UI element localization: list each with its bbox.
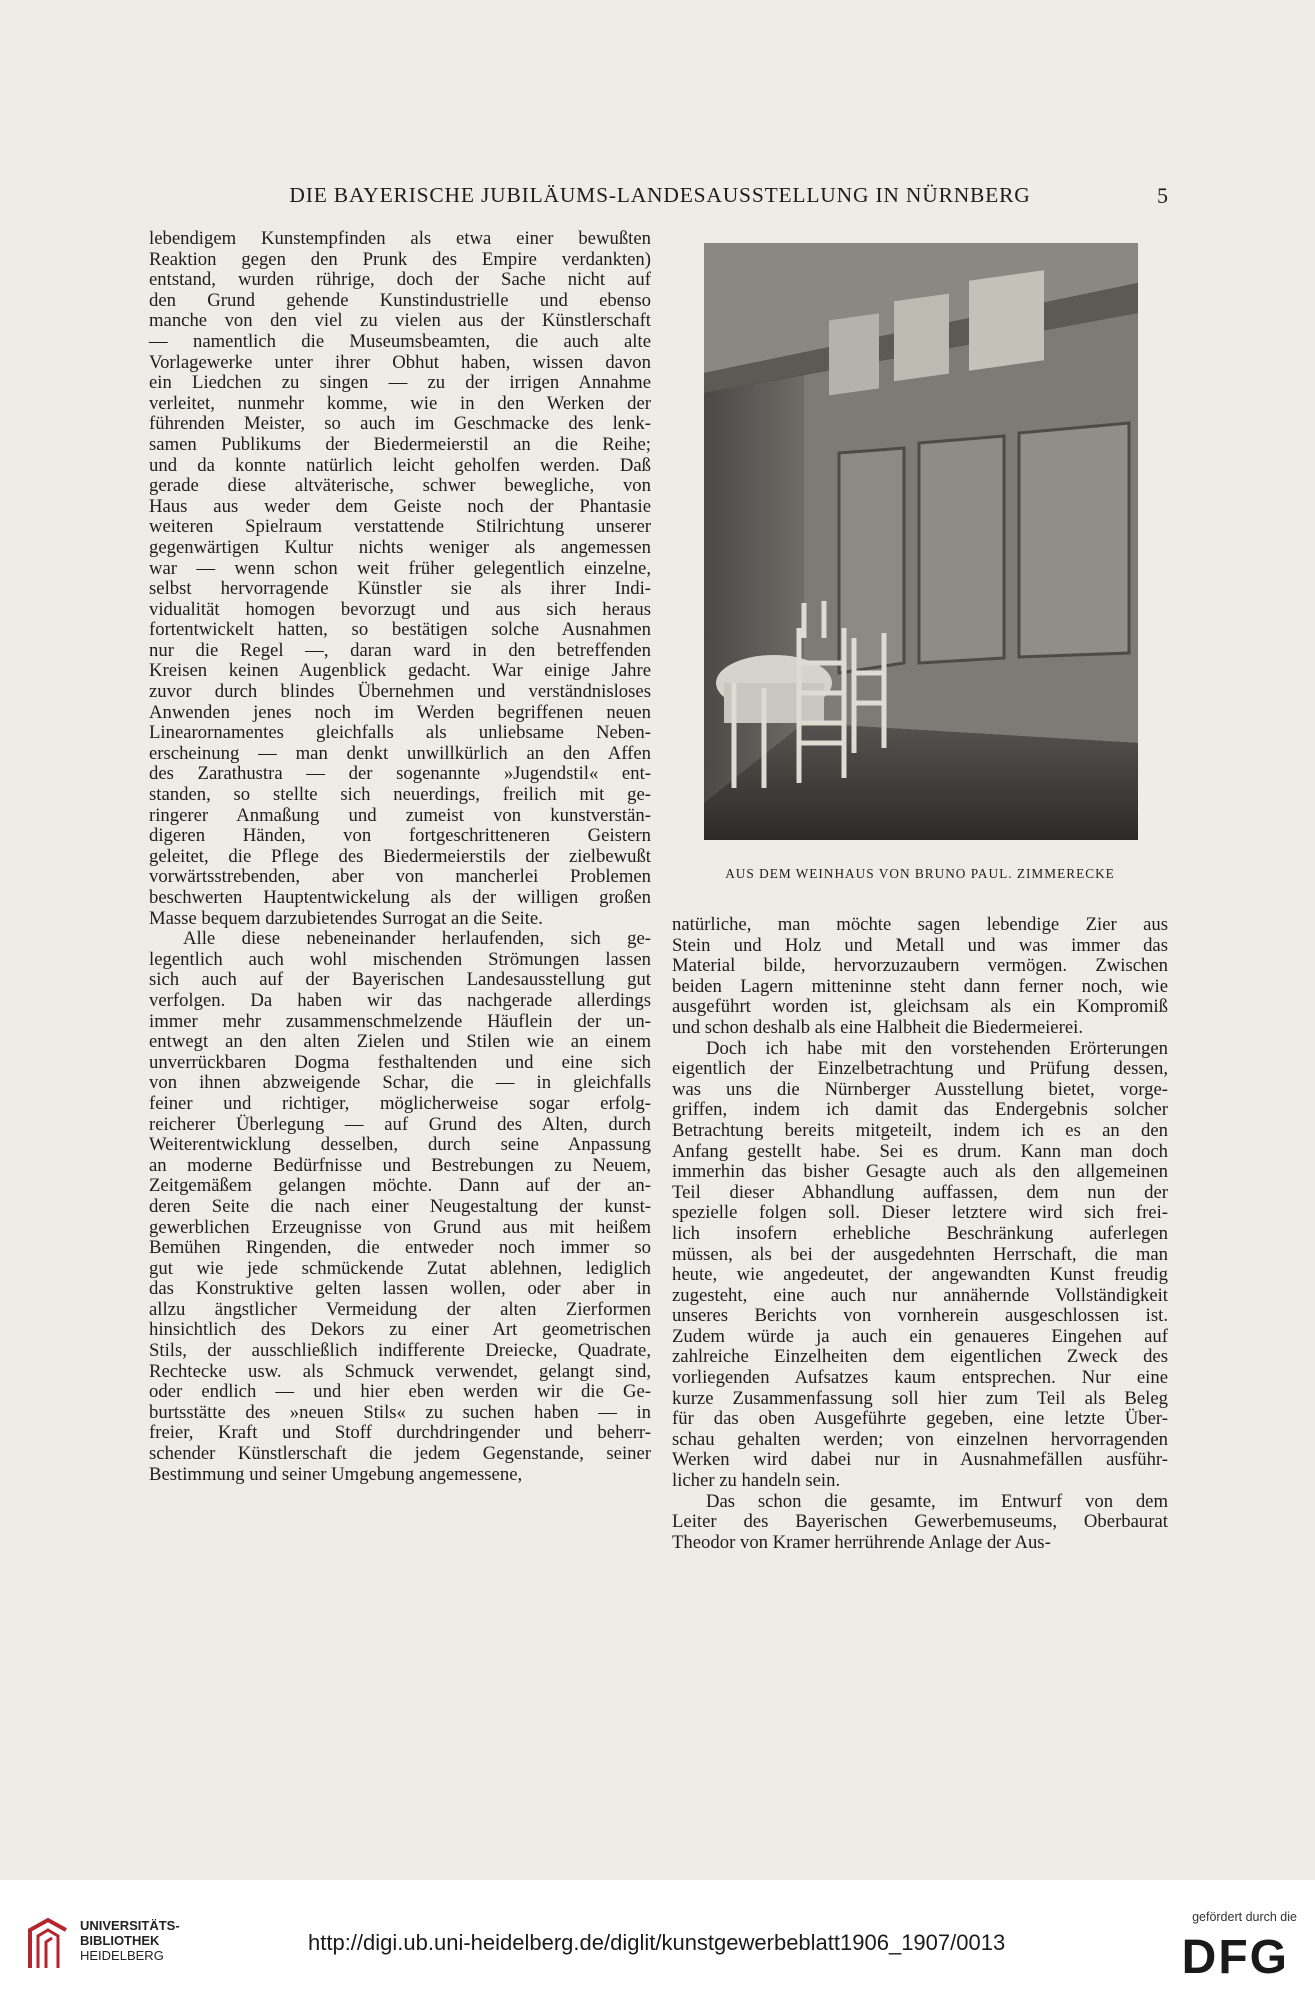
text-line: Zudem würde ja auch ein genaueres Eingehen auf (672, 1325, 1168, 1347)
text-line: oder endlich — und hier eben werden wir die Ge- (149, 1381, 651, 1403)
text-line: eigentlich der Einzelbetrachtung und Prüfung dessen, (672, 1058, 1168, 1080)
text-line: war — wenn schon weit früher gelegentlich einzelne, (149, 557, 651, 579)
text-line: das Konstruktive gelten lassen wollen, oder aber in (149, 1278, 651, 1300)
text-line: Teil dieser Abhandlung auffassen, dem nun der (672, 1181, 1168, 1203)
source-url-link[interactable]: http://digi.ub.uni-heidelberg.de/diglit/kunstgewerbeblatt1906_1907/0013 (308, 1930, 1006, 1955)
text-line: weiteren Spielraum verstattende Stilrichtung unserer (149, 516, 651, 538)
text-line: Theodor von Kramer herrührende Anlage der Aus- (672, 1531, 1051, 1553)
text-line: schau gehalten werden; von einzelnen hervorragenden (672, 1428, 1168, 1450)
text-line: Stils, der ausschließlich indifferente Dreiecke, Quadrate, (149, 1340, 651, 1362)
text-line: immerhin das bisher Gesagte auch als den allgemeinen (672, 1161, 1168, 1183)
text-line: Zeitgemäßem gelangen möchte. Dann auf der an- (149, 1175, 651, 1197)
text-line: von ihnen abzweigende Schar, die — in gleichfalls (149, 1072, 651, 1094)
text-line: heute, wie angedeutet, der angewandten Kunst freudig (672, 1264, 1168, 1286)
text-line: griffen, indem ich damit das Endergebnis solcher (672, 1099, 1168, 1121)
text-line: samen Publikums der Biedermeierstil an die Reihe; (149, 433, 651, 455)
text-line: lebendigem Kunstempfinden als etwa einer bewußten (149, 228, 651, 249)
text-line: kurze Zusammenfassung soll hier zum Teil als Beleg (672, 1387, 1168, 1409)
interior-photograph (704, 243, 1138, 840)
text-line: legentlich auch wohl mischenden Strömungen lassen (149, 948, 651, 970)
text-line: natürliche, man möchte sagen lebendige Zier aus (672, 914, 1168, 935)
text-line: des Zarathustra — der sogenannte »Jugendstil« ent- (149, 763, 651, 785)
text-line: unverrückbaren Dogma festhaltenden und eine sich (149, 1051, 651, 1073)
text-line: verfolgen. Da haben wir das nachgerade allerdings (149, 989, 651, 1011)
text-line: reicherer Überlegung — auf Grund des Alten, durch (149, 1113, 651, 1135)
text-line: Haus aus weder dem Geiste noch der Phantasie (149, 495, 651, 517)
text-line: ringerer Anmaßung und zumeist von kunstverstän- (149, 804, 651, 826)
text-line: deren Seite die nach einer Neugestaltung der kunst- (149, 1195, 651, 1217)
text-line: beiden Lagern mitteninne steht dann ferner noch, wie (672, 975, 1168, 997)
photo-caption: AUS DEM WEINHAUS VON BRUNO PAUL. ZIMMERECKE (725, 866, 1115, 881)
text-line: Vorlagewerke unter ihrer Obhut haben, wissen davon (149, 351, 651, 373)
text-line: gegenwärtigen Kultur nichts weniger als angemessen (149, 536, 651, 558)
library-line-1: UNIVERSITÄTS- (80, 1918, 180, 1933)
library-line-2: BIBLIOTHEK (80, 1933, 160, 1948)
text-line: den Grund gehende Kunstindustrielle und ebenso (149, 289, 651, 311)
text-line: Doch ich habe mit den vorstehenden Erörterungen (706, 1037, 1168, 1059)
text-line: hinsichtlich des Dekors zu einer Art geometrischen (149, 1319, 651, 1341)
text-line: schender Künstlerschaft die jedem Gegenstande, seiner (149, 1443, 651, 1465)
text-line: Alle diese nebeneinander herlaufenden, sich ge- (183, 928, 651, 950)
text-line: Bestimmung und seiner Umgebung angemessene, (149, 1463, 523, 1485)
text-line: und schon deshalb als eine Halbheit die Biedermeierei. (672, 1016, 1083, 1038)
text-line: Anwenden jenes noch im Werden begriffenen neuen (149, 701, 651, 723)
running-header: DIE BAYERISCHE JUBILÄUMS-LANDESAUSSTELLUNG IN NÜRNBERG (289, 183, 1031, 207)
text-line: vorwärtsstrebenden, aber von mancherlei Problemen (149, 866, 651, 888)
text-line: sich auch auf der Bayerischen Landesausstellung gut (149, 969, 651, 991)
text-line: vorliegenden Aufsatzes kaum entsprechen. Nur eine (672, 1367, 1168, 1389)
text-line: lich insofern erhebliche Beschränkung auferlegen (672, 1222, 1168, 1244)
text-line: erscheinung — man denkt unwillkürlich an den Affen (149, 742, 651, 764)
dfg-logo: DFG (1181, 1931, 1289, 1984)
text-line: Reaktion gegen den Prunk des Empire verdankten) (149, 248, 651, 270)
text-line: — namentlich die Museumsbeamten, die auch alte (149, 330, 651, 352)
text-line: freier, Kraft und Stoff durchdringender und beherr- (149, 1422, 651, 1444)
text-line: Leiter des Bayerischen Gewerbemuseums, Oberbaurat (672, 1511, 1168, 1533)
text-line: Anfang gestellt habe. Sei es drum. Kann man doch (672, 1140, 1168, 1162)
text-line: Weiterentwicklung desselben, durch seine Anpassung (149, 1134, 651, 1156)
library-name (80, 1918, 180, 1963)
text-line: beschwerten Hauptentwickelung als der willigen großen (149, 887, 651, 908)
text-line: allzu ängstlicher Vermeidung der alten Zierformen (149, 1298, 651, 1320)
text-line: gewerblichen Erzeugnisse von Grund aus mit heißem (149, 1216, 651, 1238)
text-line: unseres Berichts von vornherein ausgeschlossen ist. (672, 1305, 1168, 1327)
page-number: 5 (1157, 183, 1168, 208)
text-line: entstand, wurden rührige, doch der Sache nicht auf (149, 269, 651, 291)
text-line: spezielle folgen soll. Dieser letztere wird sich frei- (672, 1202, 1168, 1224)
text-line: verleitet, nunmehr komme, wie in den Werken der (149, 392, 651, 414)
university-library-logo-icon (26, 1916, 72, 1972)
text-line: standen, so stellte sich neuerdings, freilich mit ge- (149, 784, 651, 806)
text-line: Material bilde, hervorzuzaubern vermögen. Zwischen (672, 955, 1168, 977)
text-line: für das oben Ausgeführte gegeben, eine letzte Über- (672, 1408, 1168, 1430)
text-line: vidualität homogen bevorzugt und aus sich heraus (149, 598, 651, 620)
right-text-column (672, 915, 1168, 1553)
digitization-footer (0, 1880, 1315, 1997)
text-line: müssen, als bei der ausgedehnten Herrschaft, die man (672, 1243, 1168, 1265)
text-line: und da konnte natürlich leicht geholfen werden. Daß (149, 454, 651, 476)
text-line: geleitet, die Pflege des Biedermeierstils der zielbewußt (149, 845, 651, 867)
text-line: Werken wird dabei nur in Ausnahmefällen ausführ- (672, 1449, 1168, 1471)
text-line: zugesteht, eine auch nur annähernde Vollständigkeit (672, 1284, 1168, 1306)
text-line: führenden Meister, so auch im Geschmacke des lenk- (149, 413, 651, 435)
text-line: burtsstätte des »neuen Stils« zu suchen haben — in (149, 1401, 651, 1423)
text-line: immer mehr zusammenschmelzende Häuflein der un- (149, 1010, 651, 1032)
text-line: manche von den viel zu vielen aus der Künstlerschaft (149, 310, 651, 332)
text-line: gerade diese altväterische, schwer bewegliche, von (149, 475, 651, 497)
text-line: Linearornamentes gleichfalls als unliebsame Neben- (149, 722, 651, 744)
library-line-3: HEIDELBERG (80, 1948, 164, 1963)
text-line: Bemühen Ringenden, die entweder noch immer so (149, 1237, 651, 1259)
text-line: Das schon die gesamte, im Entwurf von dem (706, 1490, 1168, 1512)
text-line: feiner und richtiger, möglicherweise sogar erfolg- (149, 1092, 651, 1114)
funding-note: gefördert durch die (1192, 1910, 1297, 1924)
text-line: gut wie jede schmückende Zutat ablehnen, lediglich (149, 1257, 651, 1279)
text-line: Stein und Holz und Metall und was immer das (672, 934, 1168, 956)
left-text-column (149, 229, 651, 1485)
text-line: zahlreiche Einzelheiten dem eigentlichen Zweck des (672, 1346, 1168, 1368)
text-line: nur die Regel —, daran ward in den betreffenden (149, 639, 651, 661)
text-line: Betrachtung bereits mitgeteilt, indem ich es an den (672, 1119, 1168, 1141)
text-line: fortentwickelt hatten, so bestätigen solche Ausnahmen (149, 619, 651, 641)
text-line: licher zu handeln sein. (672, 1470, 841, 1492)
text-line: zuvor durch blindes Übernehmen und verständnisloses (149, 681, 651, 703)
text-line: an moderne Bedürfnisse und Bestrebungen zu Neuem, (149, 1154, 651, 1176)
text-line: ausgeführt worden ist, gleichsam als ein Kompromiß (672, 996, 1168, 1018)
text-line: entwegt an den alten Zielen und Stilen wie an einem (149, 1031, 651, 1053)
text-line: ein Liedchen zu singen — zu der irrigen Annahme (149, 372, 651, 394)
text-line: Kreisen keinen Augenblick gedacht. War einige Jahre (149, 660, 651, 682)
text-line: digeren Händen, von fortgeschritteneren Geistern (149, 825, 651, 847)
text-line: Rechtecke usw. als Schmuck verwendet, gelangt sind, (149, 1360, 651, 1382)
text-line: selbst hervorragende Künstler sie als ihrer Indi- (149, 578, 651, 600)
text-line: was uns die Nürnberger Ausstellung bietet, vorge- (672, 1078, 1168, 1100)
text-line: Masse bequem darzubietendes Surrogat an die Seite. (149, 907, 543, 929)
